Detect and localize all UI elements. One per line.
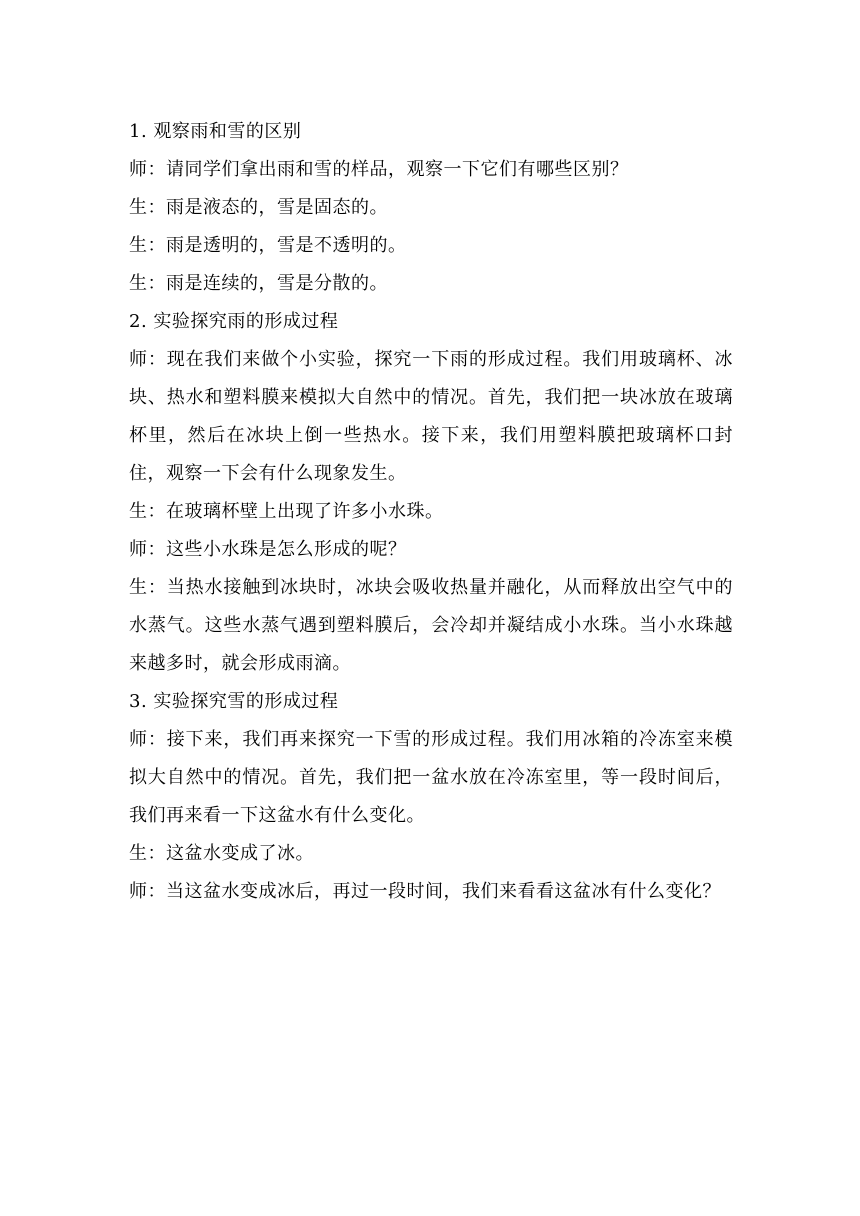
student-line: 生：雨是透明的，雪是不透明的。 — [129, 235, 407, 256]
teacher-line: 师：当这盆水变成冰后，再过一段时间，我们来看看这盆冰有什么变化？ — [129, 881, 721, 902]
teacher-line: 师：这些小水珠是怎么形成的呢？ — [129, 539, 407, 560]
heading-rain-experiment: 2. 实验探究雨的形成过程 — [129, 311, 339, 332]
student-line: 生：这盆水变成了冰。 — [129, 843, 314, 864]
student-line: 生：当热水接触到冰块时，冰块会吸收热量并融化，从而释放出空气中的水蒸气。这些水蒸气遇到塑料膜后，会冷却并凝结成小水珠。当小水珠越来越多时，就会形成雨滴。 — [129, 577, 733, 674]
student-line: 生：在玻璃杯壁上出现了许多小水珠。 — [129, 501, 444, 522]
teacher-line: 师：请同学们拿出雨和雪的样品，观察一下它们有哪些区别？ — [129, 159, 629, 180]
student-line: 生：雨是液态的，雪是固态的。 — [129, 197, 388, 218]
heading-observe-rain-snow: 1. 观察雨和雪的区别 — [129, 121, 302, 142]
heading-snow-experiment: 3. 实验探究雪的形成过程 — [129, 691, 339, 712]
teacher-line: 师：现在我们来做个小实验，探究一下雨的形成过程。我们用玻璃杯、冰块、热水和塑料膜来模拟大自然中的情况。首先，我们把一块冰放在玻璃杯里，然后在冰块上倒一些热水。接下来，我们用塑料膜把玻璃杯口封住，观察一下会有什么现象发生。 — [129, 349, 733, 484]
document-body — [129, 113, 733, 911]
teacher-line: 师：接下来，我们再来探究一下雪的形成过程。我们用冰箱的冷冻室来模拟大自然中的情况。首先，我们把一盆水放在冷冻室里，等一段时间后，我们再来看一下这盆水有什么变化。 — [129, 729, 733, 826]
student-line: 生：雨是连续的，雪是分散的。 — [129, 273, 388, 294]
